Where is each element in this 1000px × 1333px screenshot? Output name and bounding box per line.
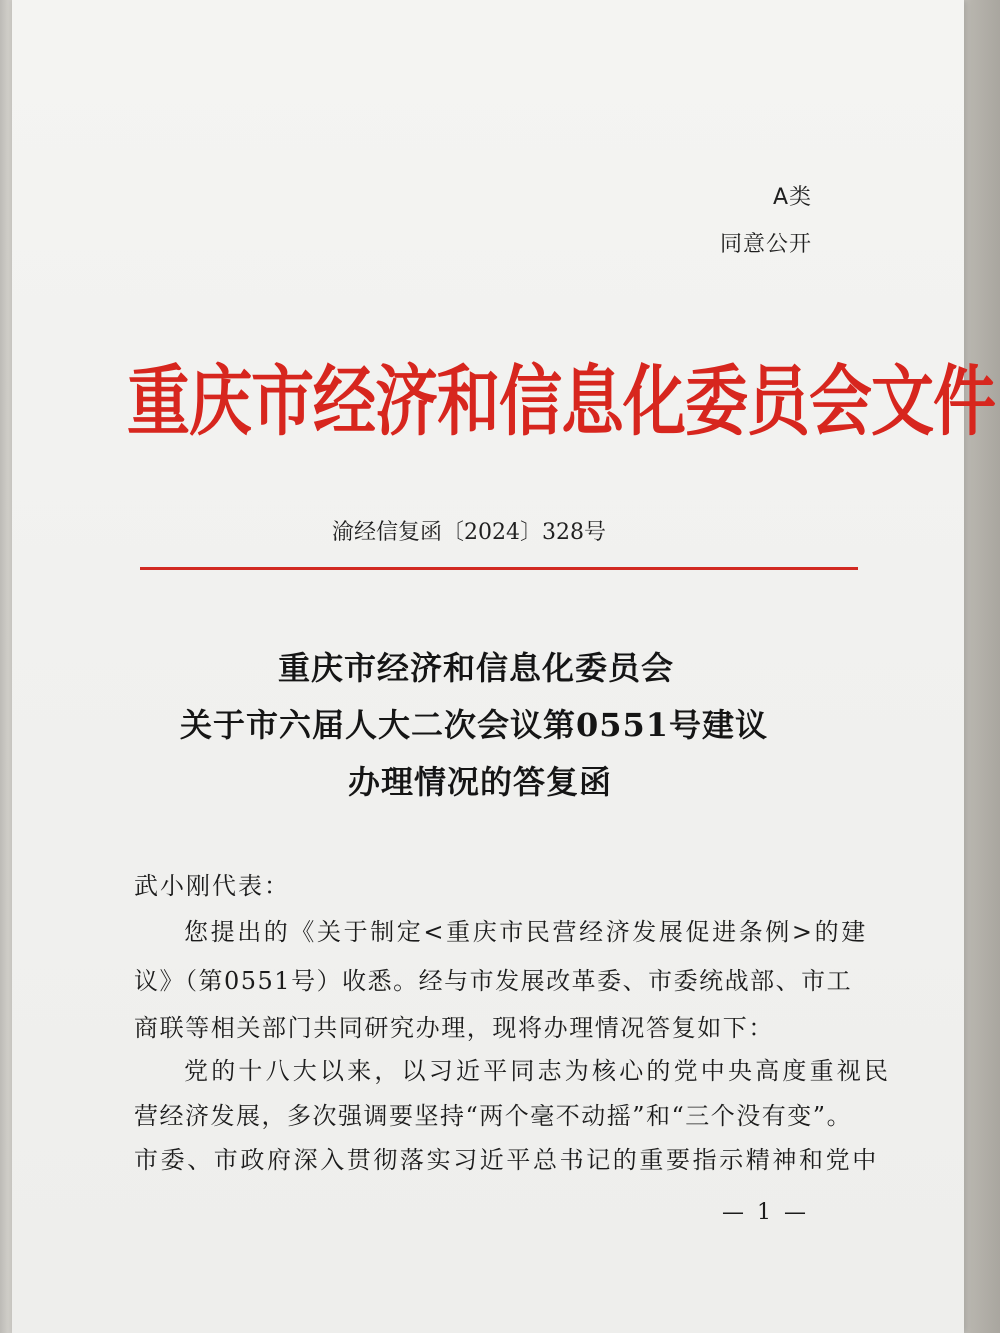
red-divider-line — [140, 567, 858, 570]
body-line-3: 商联等相关部门共同研究办理，现将办理情况答复如下： — [134, 1014, 774, 1042]
body-line-4: 党的十八大以来，以习近平同志为核心的党中央高度重视民 — [184, 1057, 892, 1085]
classification-label: A类 — [772, 185, 812, 210]
document-title-line-3: 办理情况的答复函 — [347, 763, 612, 801]
body-line-1: 您提出的《关于制定<重庆市民营经济发展促进条例>的建 — [184, 918, 868, 946]
document-title-line-2: 关于市六届人大二次会议第0551号建议 — [179, 706, 769, 744]
body-line-2: 议》（第0551号）收悉。经与市发展改革委、市委统战部、市工 — [134, 967, 853, 995]
document-page — [12, 0, 995, 1333]
document-masthead: 重庆市经济和信息化委员会文件 — [127, 355, 995, 447]
page-number: — 1 — — [722, 1200, 809, 1225]
disclosure-label: 同意公开 — [719, 232, 812, 257]
document-title-line-1: 重庆市经济和信息化委员会 — [277, 649, 674, 687]
body-line-5: 营经济发展，多次强调要坚持“两个毫不动摇”和“三个没有变”。 — [134, 1102, 853, 1130]
document-number: 渝经信复函〔2024〕328号 — [332, 520, 606, 545]
body-line-6: 市委、市政府深入贯彻落实习近平总书记的重要指示精神和党中 — [134, 1146, 879, 1174]
salutation: 武小刚代表： — [134, 872, 290, 900]
